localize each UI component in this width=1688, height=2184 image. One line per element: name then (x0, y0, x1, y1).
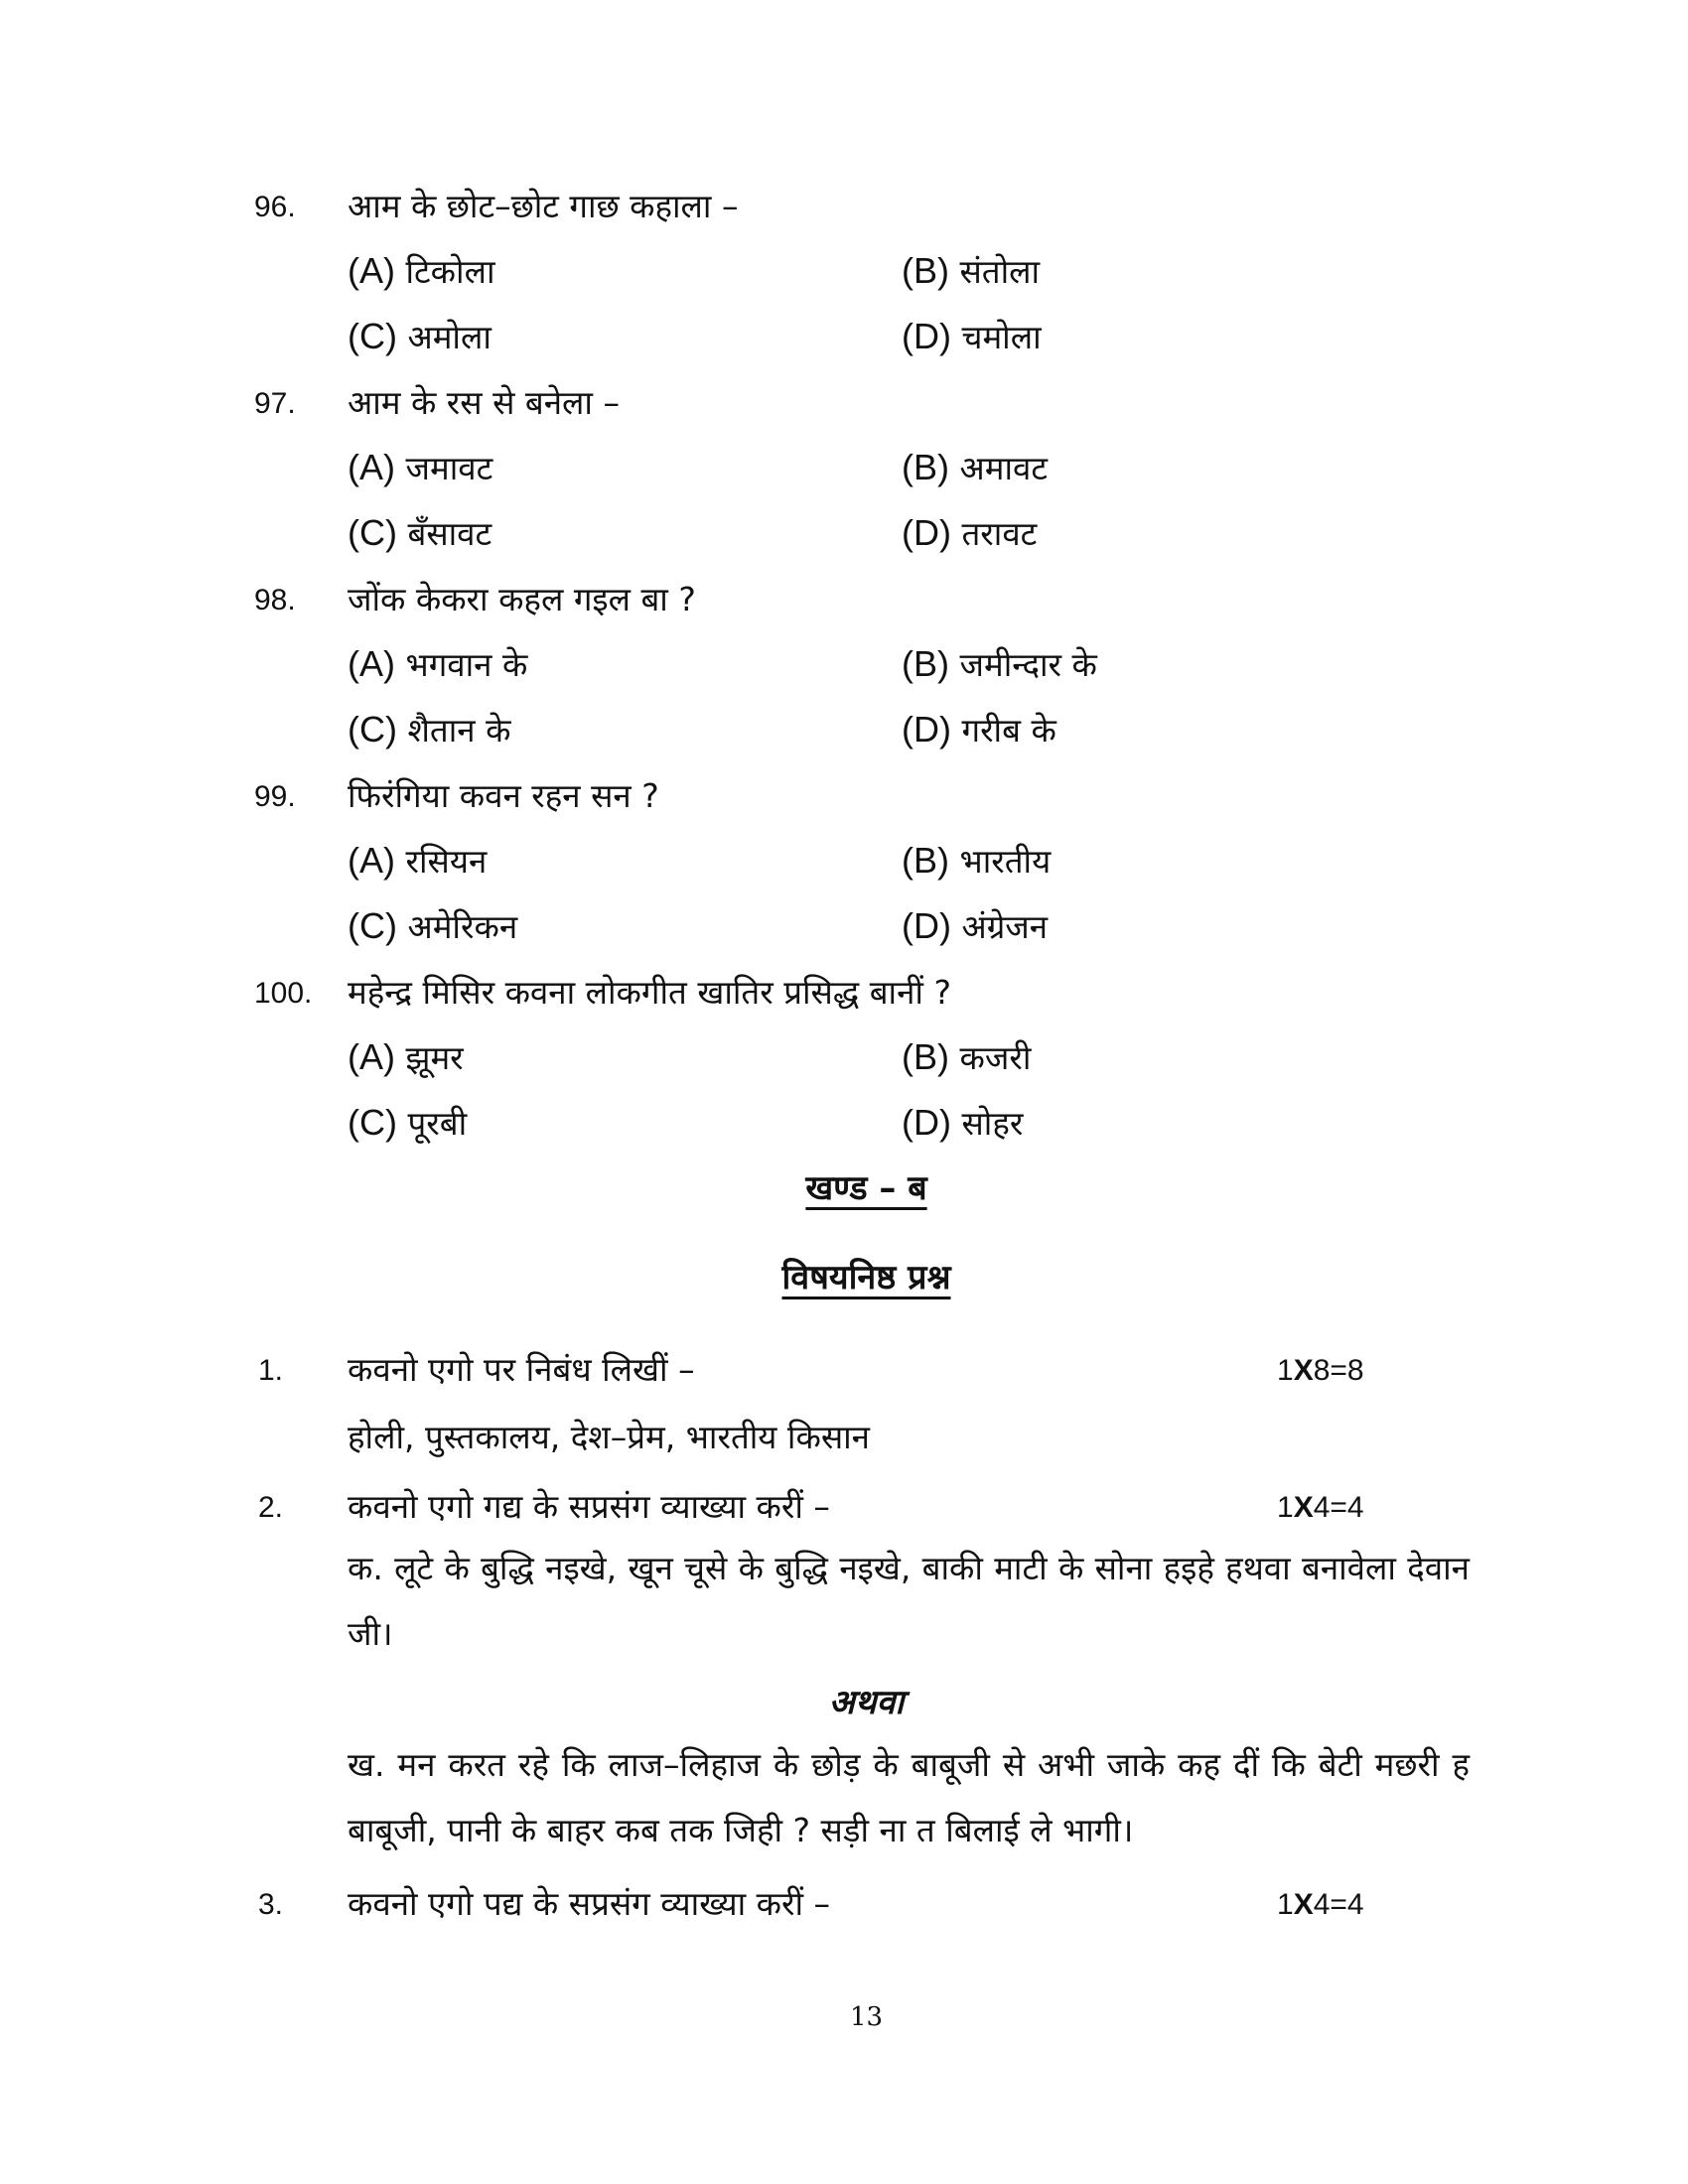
question-number: 2. (258, 1491, 284, 1524)
option-label: (C) (348, 512, 397, 553)
option-label: (A) (348, 1036, 395, 1077)
option-b (902, 445, 1048, 489)
option-text: शैतान के (407, 711, 511, 750)
option-text: भारतीय (959, 842, 1052, 881)
question-number: 97. (254, 387, 296, 420)
marks-count: 1 (1277, 1491, 1294, 1524)
option-text: जमीन्दार के (959, 645, 1097, 684)
option-a (348, 248, 495, 293)
option-d (902, 707, 1056, 751)
option-b (902, 838, 1051, 883)
option-c (348, 510, 492, 555)
option-label: (A) (348, 643, 395, 684)
option-a (348, 641, 527, 686)
option-text: पूरबी (407, 1104, 468, 1143)
question-text: जोंक केकरा कहल गइल बा ? (348, 580, 696, 618)
option-label: (A) (348, 250, 395, 291)
option-c (348, 903, 517, 948)
marks-total: 4=4 (1313, 1888, 1364, 1921)
section-title: खण्ड – ब (805, 1168, 927, 1208)
option-label: (D) (902, 316, 951, 356)
marks-label (1277, 1354, 1364, 1388)
option-d (902, 314, 1042, 358)
option-a (348, 838, 487, 883)
option-text: टिकोला (405, 252, 495, 291)
question-text: आम के छोट–छोट गाछ कहाला – (348, 187, 739, 225)
passage-a: क. लूटे के बुद्धि नइखे, खून चूसे के बुद्धि नइखे, बाकी माटी के सोना हइहे हथवा बनावेला देवान जी। (348, 1549, 1470, 1653)
question-text: कवनो एगो पर निबंध लिखीं – (348, 1350, 695, 1389)
option-text: चमोला (961, 318, 1042, 356)
question-number: 1. (258, 1354, 284, 1387)
option-text: अंग्रेजन (961, 907, 1049, 946)
option-text: अमावट (959, 449, 1048, 487)
marks-total: 8=8 (1313, 1354, 1364, 1387)
option-d (902, 903, 1048, 948)
option-text: सोहर (961, 1104, 1024, 1143)
question-text: कवनो एगो गद्य के सप्रसंग व्याख्या करीं – (348, 1487, 830, 1526)
option-label: (C) (348, 905, 397, 946)
option-b (902, 1034, 1031, 1079)
option-label: (A) (348, 447, 395, 487)
option-text: अमोला (407, 318, 492, 356)
question-number: 98. (254, 584, 296, 616)
question-number: 96. (254, 191, 296, 223)
option-label: (B) (902, 643, 949, 684)
section-subtitle: विषयनिष्ठ प्रश्न (781, 1258, 951, 1297)
option-text: भगवान के (405, 645, 528, 684)
option-label: (D) (902, 905, 951, 946)
option-text: झूमर (405, 1038, 464, 1077)
page-number: 13 (849, 2002, 884, 2032)
option-b (902, 248, 1040, 293)
option-label: (D) (902, 709, 951, 750)
option-d (902, 1100, 1023, 1145)
option-text: जमावट (405, 449, 493, 487)
question-number: 99. (254, 780, 296, 813)
option-text: बँसावट (407, 514, 492, 553)
marks-label (1277, 1888, 1364, 1922)
question-text: आम के रस से बनेला – (348, 383, 620, 422)
question-text: फिरंगिया कवन रहन सन ? (348, 776, 659, 815)
question-number: 100. (254, 977, 313, 1010)
option-label: (B) (902, 1036, 949, 1077)
option-label: (D) (902, 1102, 951, 1143)
option-c (348, 707, 510, 751)
option-text: गरीब के (961, 711, 1056, 750)
option-label: (B) (902, 840, 949, 881)
question-number: 3. (258, 1888, 284, 1921)
option-a (348, 1034, 464, 1079)
option-text: संतोला (959, 252, 1041, 291)
marks-total: 4=4 (1313, 1491, 1364, 1524)
option-text: अमेरिकन (407, 907, 518, 946)
marks-multiply: X (1293, 1354, 1314, 1387)
question-text: महेन्द्र मिसिर कवना लोकगीत खातिर प्रसिद्ध बानीं ? (348, 973, 951, 1012)
marks-label (1277, 1491, 1364, 1525)
or-label: अथवा (828, 1683, 905, 1722)
marks-count: 1 (1277, 1888, 1294, 1921)
marks-multiply: X (1293, 1888, 1314, 1921)
option-text: रसियन (405, 842, 488, 881)
option-b (902, 641, 1097, 686)
option-text: तरावट (961, 514, 1038, 553)
option-label: (B) (902, 250, 949, 291)
option-label: (B) (902, 447, 949, 487)
passage-b: ख. मन करत रहे कि लाज–लिहाज के छोड़ के बाबूजी से अभी जाके कह दीं कि बेटी मछरी ह बाबूजी, पानी के बाहर कब तक जिही ? सड़ी ना त बिलाई ले भागी। (348, 1745, 1470, 1849)
essay-topics: होली, पुस्तकालय, देश–प्रेम, भारतीय किसान (348, 1418, 870, 1456)
option-a (348, 445, 492, 489)
option-text: कजरी (959, 1038, 1032, 1077)
marks-count: 1 (1277, 1354, 1294, 1387)
option-c (348, 314, 492, 358)
option-label: (A) (348, 840, 395, 881)
option-d (902, 510, 1037, 555)
question-text: कवनो एगो पद्य के सप्रसंग व्याख्या करीं – (348, 1884, 831, 1923)
option-label: (C) (348, 1102, 397, 1143)
option-c (348, 1100, 467, 1145)
option-label: (C) (348, 316, 397, 356)
marks-multiply: X (1293, 1491, 1314, 1524)
option-label: (C) (348, 709, 397, 750)
option-label: (D) (902, 512, 951, 553)
